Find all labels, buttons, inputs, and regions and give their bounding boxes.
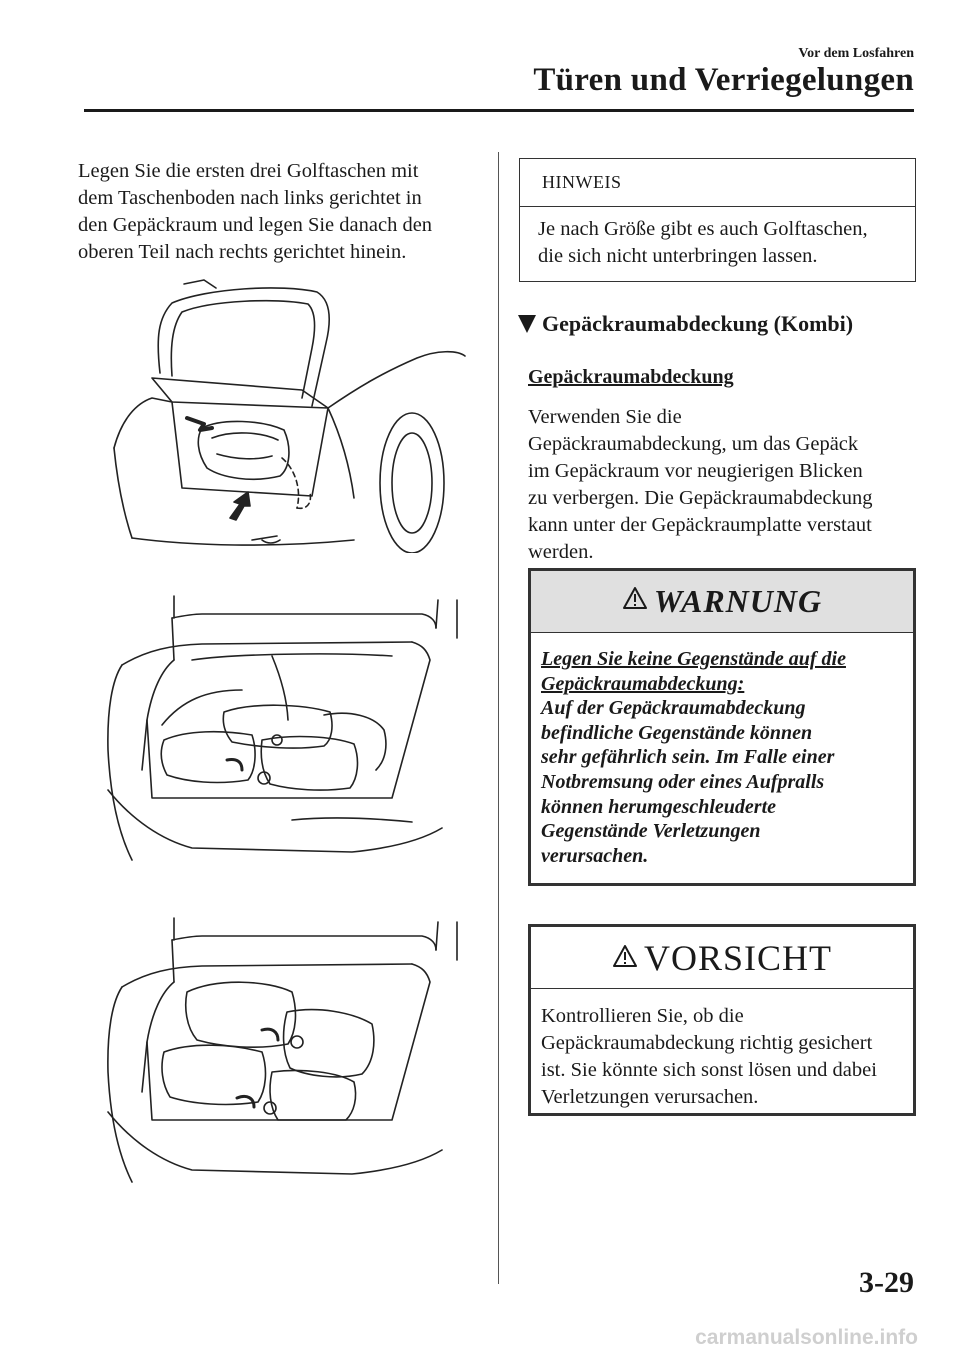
header-section-label: Vor dem Losfahren xyxy=(798,46,914,61)
warning-triangle-icon xyxy=(622,586,648,610)
intro-line: den Gepäckraum und legen Sie danach den xyxy=(78,214,433,236)
intro-line: dem Taschenboden nach links gerichtet in xyxy=(78,187,422,209)
hinweis-line: die sich nicht unterbringen lassen. xyxy=(538,245,818,267)
body-line: kann unter der Gepäckraumplatte verstaut xyxy=(528,514,872,536)
body-line: Gepäckraumabdeckung, um das Gepäck xyxy=(528,433,859,455)
vorsicht-text xyxy=(531,989,913,1111)
warning-triangle-icon xyxy=(612,944,638,968)
warnung-underlined-line: Legen Sie keine Gegenstände auf die xyxy=(541,648,846,670)
warnung-line: verursachen. xyxy=(541,844,649,867)
vorsicht-line: ist. Sie könnte sich sonst lösen und dabei xyxy=(541,1059,877,1081)
intro-line: Legen Sie die ersten drei Golftaschen mit xyxy=(78,160,419,182)
hinweis-box xyxy=(519,158,916,282)
warnung-line: befindliche Gegenstände können xyxy=(541,721,813,744)
page-title: Türen und Verriegelungen xyxy=(533,62,914,98)
watermark: carmanualsonline.info xyxy=(695,1326,918,1349)
hinweis-line: Je nach Größe gibt es auch Golftaschen, xyxy=(538,218,868,240)
vorsicht-box xyxy=(528,924,916,1116)
body-line: Verwenden Sie die xyxy=(528,406,682,428)
section-heading-text: Gepäckraumabdeckung (Kombi) xyxy=(542,311,854,336)
warnung-text xyxy=(531,633,913,868)
vorsicht-line: Kontrollieren Sie, ob die xyxy=(541,1005,744,1027)
hinweis-text xyxy=(520,207,915,270)
vorsicht-header xyxy=(531,927,913,989)
intro-paragraph xyxy=(78,158,488,266)
warnung-line: Auf der Gepäckraumabdeckung xyxy=(541,697,806,720)
warnung-label: WARNUNG xyxy=(653,583,823,619)
section-heading xyxy=(518,311,853,337)
illustration-trunk-open-first-bag xyxy=(112,278,467,553)
warnung-line: sehr gefährlich sein. Im Falle einer xyxy=(541,746,835,769)
illustration-trunk-bags-upper-layer xyxy=(92,912,462,1190)
illustration-trunk-bags-lower-layer xyxy=(92,590,462,870)
warnung-box xyxy=(528,568,916,886)
warnung-underlined-line: Gepäckraumabdeckung: xyxy=(541,672,745,695)
warnung-line: können herumgeschleuderte xyxy=(541,795,777,818)
warnung-header xyxy=(531,571,913,633)
sub-heading: Gepäckraumabdeckung xyxy=(528,366,734,388)
vorsicht-label: VORSICHT xyxy=(643,938,833,978)
intro-line: oberen Teil nach rechts gerichtet hinein. xyxy=(78,241,407,263)
section-body xyxy=(528,404,913,566)
body-line: werden. xyxy=(528,541,594,563)
down-triangle-icon xyxy=(518,315,536,333)
header-rule xyxy=(84,109,914,112)
warnung-line: Gegenstände Verletzungen xyxy=(541,820,761,843)
warnung-line: Notbremsung oder eines Aufpralls xyxy=(541,770,825,793)
vorsicht-line: Gepäckraumabdeckung richtig gesichert xyxy=(541,1032,873,1054)
page-number: 3-29 xyxy=(859,1266,914,1299)
body-line: im Gepäckraum vor neugierigen Blicken xyxy=(528,460,863,482)
column-divider xyxy=(498,152,499,1284)
body-line: zu verbergen. Die Gepäckraumabdeckung xyxy=(528,487,873,509)
vorsicht-line: Verletzungen verursachen. xyxy=(541,1086,759,1108)
hinweis-label: HINWEIS xyxy=(520,159,915,207)
